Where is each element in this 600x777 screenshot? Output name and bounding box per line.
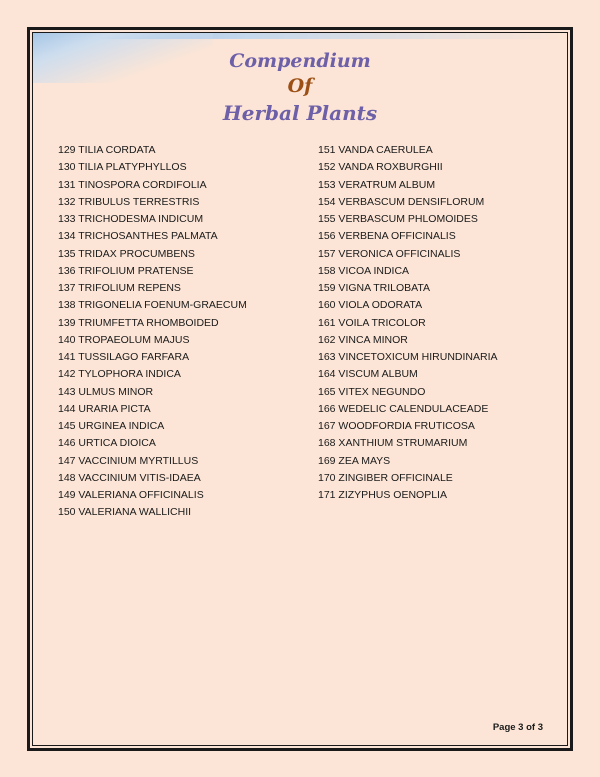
plant-list-item: 170 ZINGIBER OFFICINALE [318,471,453,484]
plant-list-left [58,142,247,522]
plant-list-item: 154 VERBASCUM DENSIFLORUM [318,195,485,208]
plant-list-item: 143 ULMUS MINOR [58,385,154,398]
plant-list-item: 153 VERATRUM ALBUM [318,178,436,191]
page-number: Page 3 of 3 [492,722,543,733]
plant-list-item: 146 URTICA DIOICA [58,437,156,450]
plant-list-item: 159 VIGNA TRILOBATA [318,282,431,294]
plant-list-item: 138 TRIGONELIA FOENUM-GRAECUM [58,299,247,312]
plant-list-item: 134 TRICHOSANTHES PALMATA [58,230,218,243]
plant-list-item: 135 TRIDAX PROCUMBENS [58,247,195,260]
plant-list-item: 142 TYLOPHORA INDICA [58,368,181,381]
plant-list-item: 155 VERBASCUM PHLOMOIDES [318,213,478,225]
plant-list-item: 156 VERBENA OFFICINALIS [318,230,456,243]
plant-list-item: 160 VIOLA ODORATA [318,299,423,312]
plant-list-item: 171 ZIZYPHUS OENOPLIA [318,489,447,501]
plant-list-item: 150 VALERIANA WALLICHII [58,506,192,519]
plant-list-item: 169 ZEA MAYS [318,454,391,467]
plant-list-item: 136 TRIFOLIUM PRATENSE [58,264,194,277]
plant-list-item: 130 TILIA PLATYPHYLLOS [58,161,187,174]
plant-list-item: 131 TINOSPORA CORDIFOLIA [58,178,207,191]
plant-list-item: 145 URGINEA INDICA [58,420,165,432]
plant-list-item: 144 URARIA PICTA [58,402,151,415]
title-line-1: Compendium [229,50,371,72]
plant-list-item: 151 VANDA CAERULEA [318,144,433,156]
plant-list-item: 133 TRICHODESMA INDICUM [58,213,204,225]
plant-list-item: 157 VERONICA OFFICINALIS [318,247,461,260]
plant-list-right [318,142,498,504]
plant-list-item: 167 WOODFORDIA FRUTICOSA [318,420,475,432]
plant-list-item: 137 TRIFOLIUM REPENS [58,282,181,294]
plant-list-item: 141 TUSSILAGO FARFARA [58,351,190,363]
title-line-2: Of [287,75,313,97]
plant-list-item: 161 VOILA TRICOLOR [318,316,426,329]
plant-list-item: 147 VACCINIUM MYRTILLUS [58,454,199,467]
plant-list-item: 129 TILIA CORDATA [58,144,156,156]
plant-list-item: 152 VANDA ROXBURGHII [318,161,443,174]
plant-list-item: 149 VALERIANA OFFICINALIS [58,489,204,501]
plant-list-item: 158 VICOA INDICA [318,264,410,277]
title-line-3: Herbal Plants [222,101,378,125]
plant-list-item: 165 VITEX NEGUNDO [318,385,426,398]
plant-list-item: 139 TRIUMFETTA RHOMBOIDED [58,316,219,329]
plant-list-item: 148 VACCINIUM VITIS-IDAEA [58,471,201,484]
plant-list-item: 168 XANTHIUM STRUMARIUM [318,437,468,450]
plant-list-item: 162 VINCA MINOR [318,333,408,346]
plant-list-item: 164 VISCUM ALBUM [318,368,418,381]
plant-list-item: 163 VINCETOXICUM HIRUNDINARIA [318,351,498,363]
plant-list-item: 132 TRIBULUS TERRESTRIS [58,195,200,208]
plant-list-item: 166 WEDELIC CALENDULACEADE [318,402,489,415]
plant-list-item: 140 TROPAEOLUM MAJUS [58,333,190,346]
